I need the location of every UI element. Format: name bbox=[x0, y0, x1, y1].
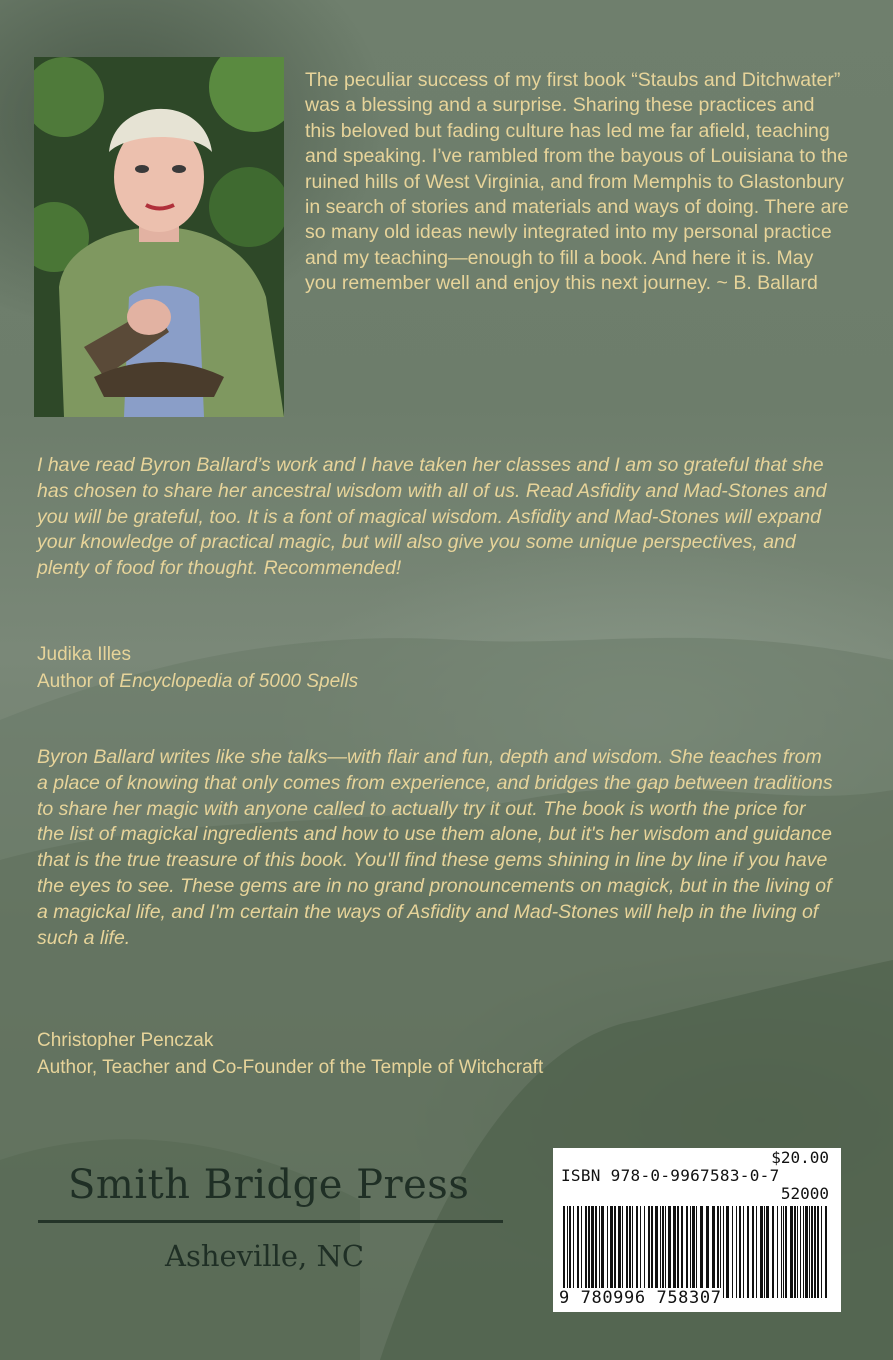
barcode-bar bbox=[809, 1206, 810, 1298]
barcode-bar bbox=[717, 1206, 719, 1298]
endorser-name: Judika Illes bbox=[37, 644, 131, 665]
isbn-text: ISBN 978-0-9967583-0-7 bbox=[561, 1166, 780, 1185]
barcode-bar bbox=[677, 1206, 679, 1298]
barcode-bar bbox=[655, 1206, 658, 1298]
barcode-bar bbox=[567, 1206, 568, 1298]
barcode-bar bbox=[577, 1206, 579, 1298]
barcode-bar bbox=[660, 1206, 661, 1298]
barcode-bar bbox=[601, 1206, 604, 1298]
barcode-bar bbox=[803, 1206, 804, 1298]
endorser-role: Author, Teacher and Co-Founder of the Temple of Witchcraft bbox=[37, 1057, 544, 1078]
barcode-bar bbox=[648, 1206, 650, 1298]
price-addon-code: 52000 bbox=[780, 1184, 829, 1203]
barcode-bar bbox=[732, 1206, 733, 1298]
barcode-bar bbox=[747, 1206, 749, 1298]
barcode-bar bbox=[614, 1206, 616, 1298]
barcode-bar bbox=[726, 1206, 729, 1298]
barcode-bar bbox=[766, 1206, 769, 1298]
author-intro: The peculiar success of my first book “Staubs and Ditchwater” was a blessing and a surprise. Sharing these practices and this beloved but fading culture has led me far afield, teaching and speaking. I’ve rambled from the bayous of Louisiana to the ruined hills of West Virginia, and from Memphis to Glastonbury in search of stories and materials and ways of doing. There are so many old ideas newly integrated into my personal practice and my teaching—enough to fill a book. And here it is. May you remember well and enjoy this next journey. ~ B. Ballard bbox=[305, 69, 849, 295]
endorser-name: Christopher Penczak bbox=[37, 1030, 214, 1051]
barcode-bar bbox=[723, 1206, 724, 1298]
barcode-bar bbox=[764, 1206, 765, 1298]
barcode-bar bbox=[640, 1206, 641, 1298]
publisher-divider bbox=[38, 1220, 503, 1223]
barcode-bar bbox=[626, 1206, 628, 1298]
endorser-role: Author of Encyclopedia of 5000 Spells bbox=[37, 671, 359, 692]
book-title: Encyclopedia of 5000 Spells bbox=[119, 671, 359, 692]
barcode-bar bbox=[581, 1206, 582, 1298]
barcode-bar bbox=[668, 1206, 671, 1298]
barcode-bar bbox=[825, 1206, 827, 1298]
barcode-bar bbox=[712, 1206, 715, 1298]
barcode-bar bbox=[644, 1206, 645, 1298]
barcode-bar bbox=[790, 1206, 793, 1298]
endorsement-quote-illes: I have read Byron Ballard’s work and I have taken her classes and I am so grateful that she has chosen to share her ancestral wisdom with all of us. Read Asfidity and Mad-Stones and you will be grateful, too. It is a font of magical wisdom. Asfidity and Mad-Stones will expand your knowledge of practical magic, but will also give you some unique perspectives, and plenty of food for thought. Recommended! bbox=[37, 454, 827, 580]
author-photo bbox=[34, 57, 284, 417]
barcode-bar bbox=[760, 1206, 763, 1298]
barcode-bar bbox=[673, 1206, 676, 1298]
barcode-bar bbox=[821, 1206, 822, 1298]
barcode-bar bbox=[756, 1206, 757, 1298]
barcode-bar bbox=[817, 1206, 819, 1298]
barcode-bar bbox=[739, 1206, 741, 1298]
barcode-bar bbox=[692, 1206, 695, 1298]
barcode-bar bbox=[636, 1206, 638, 1298]
barcode-bar bbox=[781, 1206, 782, 1298]
barcode-bar bbox=[797, 1206, 798, 1298]
barcode-bar bbox=[651, 1206, 653, 1298]
barcode-bar bbox=[696, 1206, 697, 1298]
barcode-bar bbox=[599, 1206, 600, 1298]
barcode-bar bbox=[706, 1206, 709, 1298]
barcode-bar bbox=[662, 1206, 664, 1298]
barcode-bar bbox=[665, 1206, 666, 1298]
barcode-bar bbox=[622, 1206, 623, 1298]
isbn-barcode bbox=[553, 1148, 841, 1312]
barcode-bar bbox=[618, 1206, 621, 1298]
barcode-bar bbox=[588, 1206, 590, 1298]
barcode-bar bbox=[563, 1206, 565, 1298]
barcode-bar bbox=[752, 1206, 754, 1298]
barcode-bar bbox=[595, 1206, 597, 1298]
barcode-bar bbox=[811, 1206, 813, 1298]
barcode-bar bbox=[743, 1206, 744, 1298]
barcode-digits: 9 780996 758307 bbox=[559, 1288, 722, 1308]
barcode-bars bbox=[561, 1206, 833, 1298]
barcode-bar bbox=[783, 1206, 784, 1298]
barcode-bar bbox=[736, 1206, 737, 1298]
barcode-bar bbox=[800, 1206, 801, 1298]
barcode-bar bbox=[814, 1206, 816, 1298]
barcode-bar bbox=[569, 1206, 571, 1298]
barcode-bar bbox=[785, 1206, 787, 1298]
barcode-bar bbox=[585, 1206, 587, 1298]
price-label: $20.00 bbox=[771, 1148, 829, 1167]
barcode-bar bbox=[720, 1206, 721, 1298]
barcode-bar bbox=[686, 1206, 688, 1298]
barcode-bar bbox=[777, 1206, 778, 1298]
endorsement-attribution-illes bbox=[37, 641, 358, 695]
publisher-city: Asheville, NC bbox=[165, 1239, 365, 1273]
barcode-bar bbox=[610, 1206, 613, 1298]
barcode-bar bbox=[805, 1206, 808, 1298]
barcode-bar bbox=[700, 1206, 703, 1298]
barcode-bar bbox=[681, 1206, 683, 1298]
barcode-bar bbox=[794, 1206, 796, 1298]
endorsement-attribution-penczak bbox=[37, 1027, 543, 1081]
endorsement-quote-penczak: Byron Ballard writes like she talks—with flair and fun, depth and wisdom. She teaches from a place of knowing that only comes from experience, and bridges the gap between traditions to share her magic with anyone called to actually try it out. The book is worth the price for the list of magickal ingredients and how to use them alone, but it's her wisdom and guidance that is the true treasure of this book. You'll find these gems shining in line by line if you have the eyes to see. These gems are in no grand pronouncements on magick, but in the living of a magickal life, and I'm certain the ways of Asfidity and Mad-Stones will help in the living of such a life. bbox=[37, 746, 833, 949]
barcode-bar bbox=[690, 1206, 691, 1298]
publisher-block bbox=[38, 1162, 508, 1273]
publisher-name: Smith Bridge Press bbox=[68, 1162, 470, 1208]
barcode-bar bbox=[591, 1206, 594, 1298]
barcode-bar bbox=[629, 1206, 631, 1298]
barcode-bar bbox=[772, 1206, 774, 1298]
barcode-bar bbox=[607, 1206, 608, 1298]
barcode-bar bbox=[573, 1206, 574, 1298]
barcode-bar bbox=[632, 1206, 633, 1298]
